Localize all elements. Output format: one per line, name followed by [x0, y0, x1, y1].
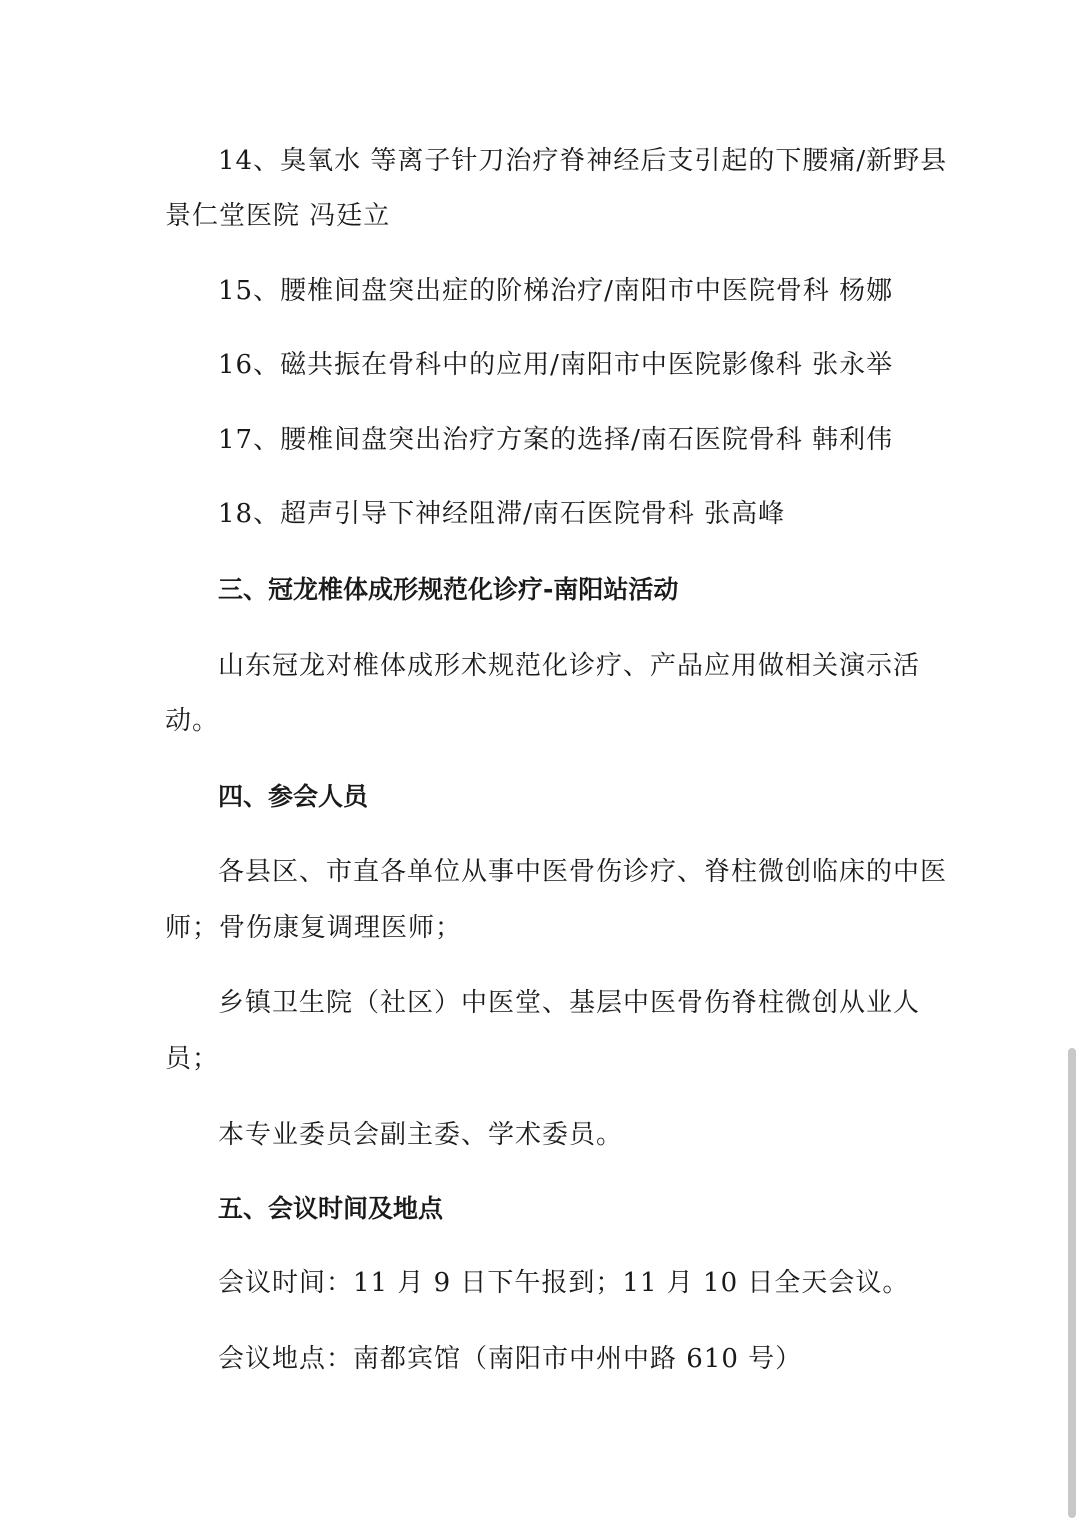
section-4-paragraph-1-line1: 各县区、市直各单位从事中医骨伤诊疗、脊柱微创临床的中医 [218, 857, 948, 887]
meeting-place: 会议地点：南都宾馆（南阳市中州中路 610 号） [218, 1344, 803, 1374]
list-item-14-line1: 14、臭氧水 等离子针刀治疗脊神经后支引起的下腰痛/新野县 [218, 146, 948, 176]
section-4-paragraph-2-line1: 乡镇卫生院（社区）中医堂、基层中医骨伤脊柱微创从业人 [218, 988, 921, 1018]
list-item-16: 16、磁共振在骨科中的应用/南阳市中医院影像科 张永举 [218, 350, 894, 380]
list-item-14-line2: 景仁堂医院 冯廷立 [165, 201, 391, 231]
section-5-heading: 五、会议时间及地点 [218, 1194, 444, 1223]
list-item-18: 18、超声引导下神经阻滞/南石医院骨科 张高峰 [218, 499, 786, 529]
section-3-paragraph-line1: 山东冠龙对椎体成形术规范化诊疗、产品应用做相关演示活 [218, 651, 921, 681]
section-3-heading: 三、冠龙椎体成形规范化诊疗-南阳站活动 [218, 575, 679, 604]
meeting-time: 会议时间：11 月 9 日下午报到；11 月 10 日全天会议。 [218, 1268, 910, 1298]
scrollbar-thumb[interactable] [1068, 1048, 1076, 1518]
section-4-paragraph-1-line2: 师；骨伤康复调理医师； [165, 913, 463, 943]
section-4-heading: 四、参会人员 [218, 782, 369, 811]
section-4-paragraph-2-line2: 员； [165, 1044, 220, 1074]
section-4-paragraph-3: 本专业委员会副主委、学术委员。 [218, 1120, 624, 1150]
section-3-paragraph-line2: 动。 [165, 706, 220, 736]
list-item-17: 17、腰椎间盘突出治疗方案的选择/南石医院骨科 韩利伟 [218, 425, 894, 455]
list-item-15: 15、腰椎间盘突出症的阶梯治疗/南阳市中医院骨科 杨娜 [218, 276, 894, 306]
